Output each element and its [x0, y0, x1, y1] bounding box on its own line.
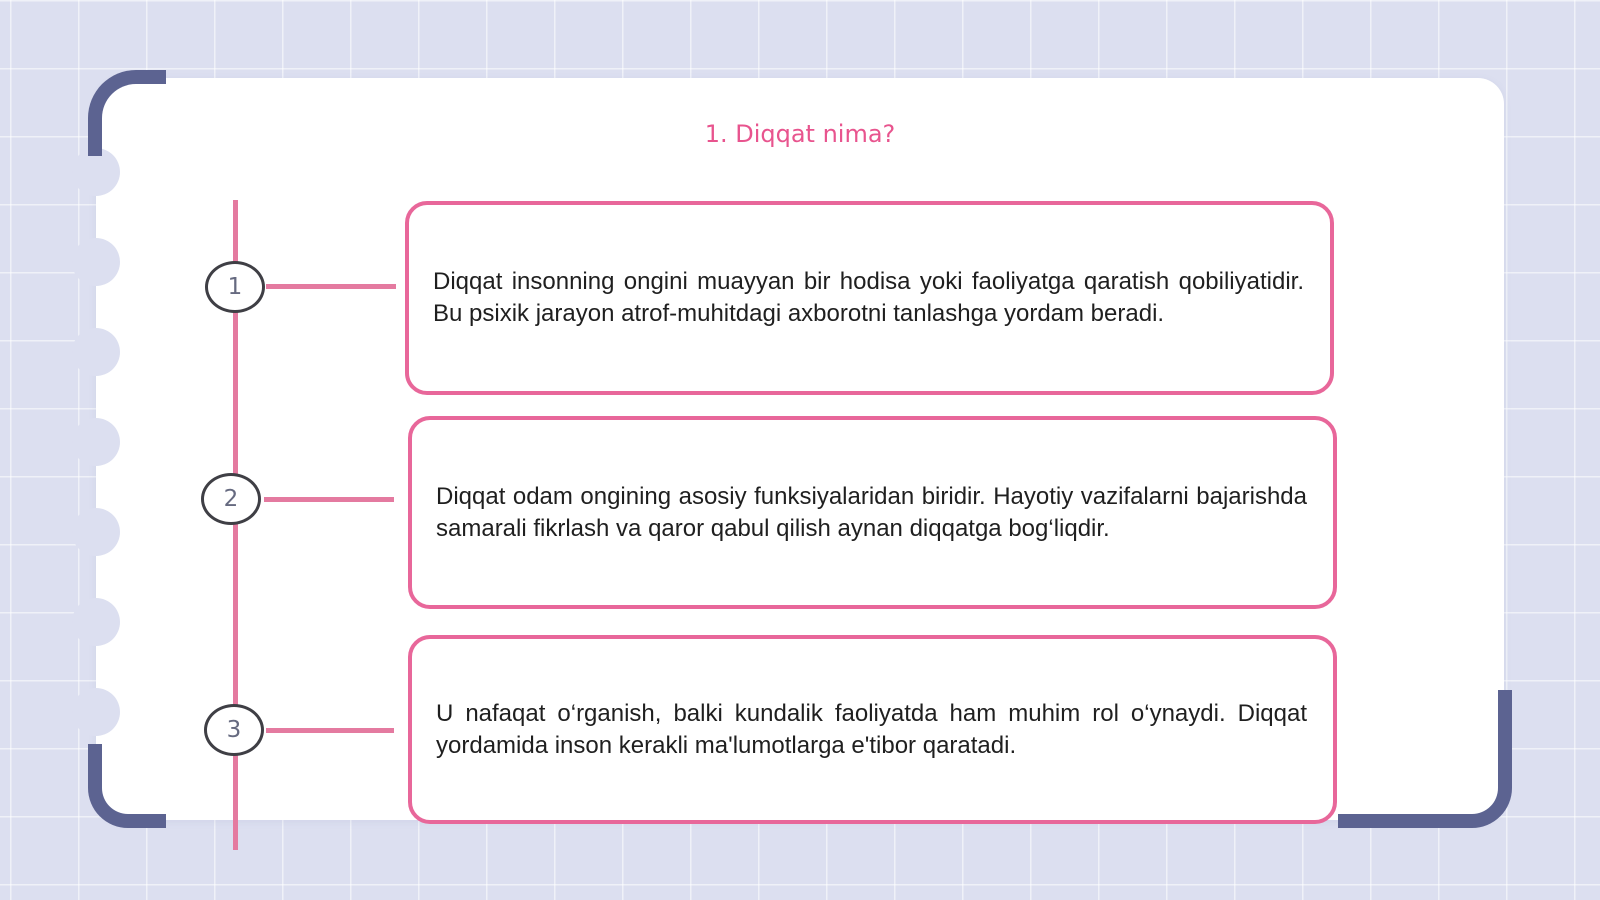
step-1-number: 1: [227, 274, 243, 300]
step-2-number: 2: [223, 486, 239, 512]
card-notch: [72, 508, 120, 556]
card-notch: [72, 418, 120, 466]
step-3-number: 3: [226, 717, 242, 743]
corner-bracket-bottom-left: [88, 744, 166, 828]
step-1-connector: [266, 284, 396, 289]
step-2-connector: [264, 497, 394, 502]
step-1-badge: [205, 261, 265, 313]
card-notch: [72, 598, 120, 646]
card-notch: [72, 328, 120, 376]
step-1-box: [405, 201, 1334, 395]
step-2-box: [408, 416, 1337, 609]
step-2-text: Diqqat odam ongining asosiy funksiyalaridan biridir. Hayotiy vazifalarni bajarishda samarali fikrlash va qaror qabul qilish aynan diqqatga bog‘liqdir.: [436, 482, 1307, 542]
step-1-text: Diqqat insonning ongini muayyan bir hodisa yoki faoliyatga qaratish qobiliyatidir. Bu psixik jarayon atrof-muhitdagi axborotni tanlashga yordam beradi.: [433, 268, 1304, 327]
slide-title: 1. Diqqat nima?: [704, 120, 896, 148]
step-2-badge: [201, 473, 261, 525]
corner-bracket-bottom-right: [1338, 690, 1512, 828]
card-notch: [72, 688, 120, 736]
step-3-badge: [204, 704, 264, 756]
step-3-text: U nafaqat o‘rganish, balki kundalik faoliyatda ham muhim rol o‘ynaydi. Diqqat yordamida inson kerakli ma'lumotlarga e'tibor qaratadi.: [436, 699, 1307, 759]
step-3-connector: [266, 728, 394, 733]
card-notch: [72, 238, 120, 286]
step-3-box: [408, 635, 1337, 824]
